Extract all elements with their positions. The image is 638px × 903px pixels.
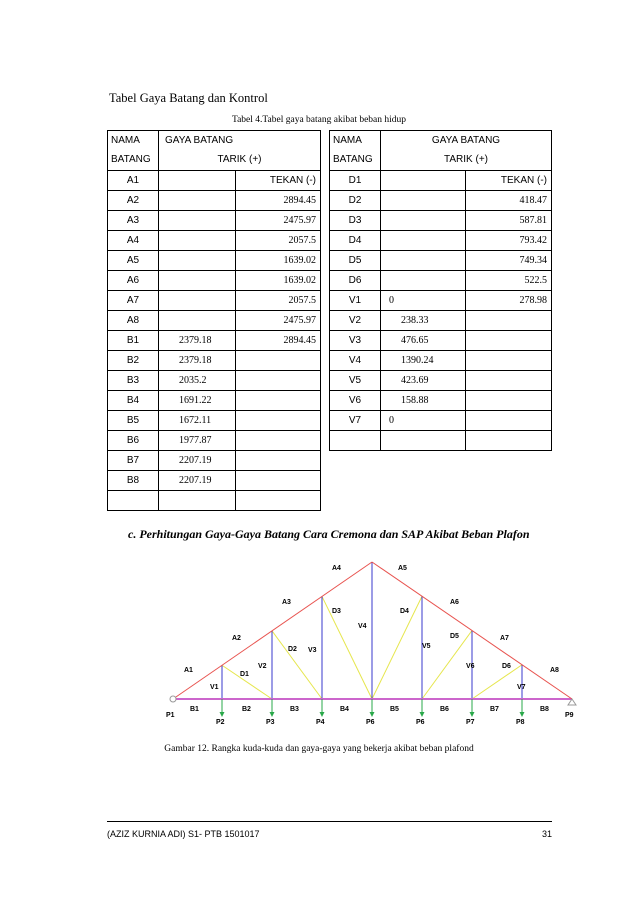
table-row (108, 251, 321, 271)
tarik-value-cell (159, 291, 236, 311)
table-row (330, 431, 552, 451)
tekan-value-cell: TEKAN (-) (236, 171, 321, 191)
member-name-cell: V5 (330, 371, 381, 391)
tekan-value-cell: 793.42 (466, 231, 552, 251)
table-row (108, 171, 321, 191)
tekan-value-cell (466, 311, 552, 331)
vertical-label: V3 (308, 647, 317, 654)
truss-members (170, 562, 576, 717)
header-gaya-cell (381, 131, 552, 171)
figure-caption: Gambar 12. Rangka kuda-kuda dan gaya-gaya yang bekerja akibat beban plafond (164, 744, 474, 754)
member-name-cell: A5 (108, 251, 159, 271)
page-number: 31 (541, 829, 552, 839)
diagonal-member (372, 596, 422, 699)
tarik-value-cell (381, 251, 466, 271)
member-name-cell: D2 (330, 191, 381, 211)
tekan-value-cell (466, 371, 552, 391)
sub-heading: c. Perhitungan Gaya-Gaya Batang Cara Cremona dan SAP Akibat Beban Plafon (128, 527, 530, 541)
vertical-label: V4 (358, 623, 367, 630)
footer-text: (AZIZ KURNIA ADI) S1- PTB 1501017 (107, 829, 260, 839)
tekan-value-cell: 587.81 (466, 211, 552, 231)
load-label: P6 (416, 719, 425, 726)
top-chord-label: A8 (550, 667, 559, 674)
top-chord-label: A3 (282, 599, 291, 606)
diagonal-member (272, 631, 322, 699)
tekan-value-cell: 2475.97 (236, 311, 321, 331)
tekan-value-cell (466, 411, 552, 431)
table-header-row (108, 131, 321, 171)
vertical-label: V2 (258, 663, 267, 670)
table-row (330, 211, 552, 231)
member-name-cell: B3 (108, 371, 159, 391)
tarik-value-cell: 1390.24 (381, 351, 466, 371)
tekan-value-cell: 749.34 (466, 251, 552, 271)
tekan-value-cell (236, 431, 321, 451)
tarik-value-cell (159, 211, 236, 231)
tekan-value-cell (236, 391, 321, 411)
footer-divider (107, 821, 552, 822)
load-label: P6 (366, 719, 375, 726)
member-name-cell: A2 (108, 191, 159, 211)
tarik-value-cell: 1672.11 (159, 411, 236, 431)
section-title: Tabel Gaya Batang dan Kontrol (109, 91, 268, 105)
diagonal-member (472, 665, 522, 699)
tekan-value-cell: 522.5 (466, 271, 552, 291)
header-nama-label: NAMA (111, 135, 140, 146)
tekan-value-cell (236, 351, 321, 371)
tarik-value-cell (381, 191, 466, 211)
member-name-cell: D6 (330, 271, 381, 291)
table-row (108, 331, 321, 351)
tarik-value-cell: 2379.18 (159, 331, 236, 351)
table-row (330, 371, 552, 391)
tekan-value-cell: 1639.02 (236, 251, 321, 271)
tekan-value-cell (236, 491, 321, 511)
table-row (330, 231, 552, 251)
diagonal-label: D2 (288, 646, 297, 653)
member-name-cell: A6 (108, 271, 159, 291)
diagonal-member (322, 596, 372, 699)
tekan-value-cell (236, 371, 321, 391)
table-row (108, 351, 321, 371)
member-name-cell: V1 (330, 291, 381, 311)
tarik-value-cell (159, 191, 236, 211)
load-arrow-head (320, 712, 325, 717)
tarik-value-cell: 2207.19 (159, 471, 236, 491)
header-nama-label: NAMA (333, 135, 362, 146)
table-row (330, 271, 552, 291)
member-name-cell: D5 (330, 251, 381, 271)
vertical-label: V5 (422, 643, 431, 650)
tarik-value-cell (381, 271, 466, 291)
table-row (108, 451, 321, 471)
member-name-cell: V6 (330, 391, 381, 411)
load-arrow-head (370, 712, 375, 717)
table-row (108, 471, 321, 491)
tarik-value-cell: 1977.87 (159, 431, 236, 451)
tarik-value-cell (159, 251, 236, 271)
tarik-value-cell (381, 211, 466, 231)
member-name-cell: B4 (108, 391, 159, 411)
tarik-value-cell: 238.33 (381, 311, 466, 331)
load-label: P7 (466, 719, 475, 726)
table-row (108, 311, 321, 331)
vertical-label: V6 (466, 663, 475, 670)
diagonal-label: D1 (240, 671, 249, 678)
bottom-chord-label: B5 (390, 706, 399, 713)
load-arrow-head (220, 712, 225, 717)
top-chord-label: A1 (184, 667, 193, 674)
tarik-value-cell: 476.65 (381, 331, 466, 351)
member-name-cell: D4 (330, 231, 381, 251)
header-nama-cell (108, 131, 159, 171)
member-name-cell: V7 (330, 411, 381, 431)
member-name-cell: V3 (330, 331, 381, 351)
top-chord-label: A7 (500, 635, 509, 642)
header-batang-label: BATANG (111, 154, 151, 165)
diagonal-label: D3 (332, 608, 341, 615)
bottom-chord-label: B4 (340, 706, 349, 713)
member-name-cell: D1 (330, 171, 381, 191)
header-tarik-label: TARIK (+) (217, 154, 262, 165)
member-name-cell (330, 431, 381, 451)
table-row (330, 291, 552, 311)
header-gaya-cell (159, 131, 321, 171)
tekan-value-cell: 418.47 (466, 191, 552, 211)
member-name-cell: B6 (108, 431, 159, 451)
tarik-value-cell (159, 271, 236, 291)
tarik-value-cell: 1691.22 (159, 391, 236, 411)
member-name-cell (108, 491, 159, 511)
diagonal-label: D6 (502, 663, 511, 670)
tarik-value-cell: 2207.19 (159, 451, 236, 471)
member-name-cell: B7 (108, 451, 159, 471)
tarik-value-cell (381, 231, 466, 251)
member-name-cell: A8 (108, 311, 159, 331)
pin-support (170, 696, 176, 702)
truss-figure (160, 556, 580, 726)
diagonal-member (422, 631, 472, 700)
load-arrow-head (270, 712, 275, 717)
tekan-value-cell (466, 351, 552, 371)
tarik-value-cell (159, 491, 236, 511)
member-name-cell: A7 (108, 291, 159, 311)
load-label: P2 (216, 719, 225, 726)
tekan-value-cell: 1639.02 (236, 271, 321, 291)
load-label: P8 (516, 719, 525, 726)
tarik-value-cell: 2035.2 (159, 371, 236, 391)
load-label: P1 (166, 712, 175, 719)
top-chord-label: A6 (450, 599, 459, 606)
table-row (330, 191, 552, 211)
member-name-cell: V4 (330, 351, 381, 371)
table-caption: Tabel 4.Tabel gaya batang akibat beban hidup (231, 115, 407, 125)
header-gaya-label: GAYA BATANG (165, 135, 234, 146)
load-label: P3 (266, 719, 275, 726)
vertical-label: V7 (517, 684, 526, 691)
table-row (330, 171, 552, 191)
member-name-cell: B2 (108, 351, 159, 371)
table-row (330, 331, 552, 351)
member-name-cell: A3 (108, 211, 159, 231)
vertical-label: V1 (210, 684, 219, 691)
right-table-body (330, 171, 552, 451)
table-row (330, 391, 552, 411)
header-tarik-label: TARIK (+) (444, 154, 488, 165)
header-gaya-label: GAYA BATANG (431, 135, 501, 146)
member-name-cell: V2 (330, 311, 381, 331)
member-name-cell: D3 (330, 211, 381, 231)
tekan-value-cell: 2894.45 (236, 331, 321, 351)
tarik-value-cell: 0 (381, 291, 466, 311)
table-row (108, 271, 321, 291)
bottom-chord-label: B3 (290, 706, 299, 713)
tekan-value-cell: 2894.45 (236, 191, 321, 211)
member-name-cell: B5 (108, 411, 159, 431)
table-row (108, 191, 321, 211)
table-row (108, 291, 321, 311)
left-table-body (108, 171, 321, 511)
table-row (108, 431, 321, 451)
tekan-value-cell (466, 431, 552, 451)
header-batang-label: BATANG (333, 154, 373, 165)
bottom-chord-label: B8 (540, 706, 549, 713)
bottom-chord-label: B6 (440, 706, 449, 713)
tarik-value-cell (159, 171, 236, 191)
load-arrow-head (420, 712, 425, 717)
tarik-value-cell (381, 171, 466, 191)
table-header-row (330, 131, 552, 171)
tekan-value-cell (236, 451, 321, 471)
bottom-chord-label: B1 (190, 706, 199, 713)
load-arrow-head (520, 712, 525, 717)
table-row (108, 211, 321, 231)
tekan-value-cell: TEKAN (-) (466, 171, 552, 191)
tarik-value-cell (159, 231, 236, 251)
table-row (108, 231, 321, 251)
left-force-table (107, 130, 321, 511)
tekan-value-cell: 2057.5 (236, 231, 321, 251)
tekan-value-cell (466, 331, 552, 351)
table-row (108, 391, 321, 411)
member-name-cell: A1 (108, 171, 159, 191)
table-row (330, 351, 552, 371)
tekan-value-cell (236, 471, 321, 491)
table-row (108, 491, 321, 511)
tarik-value-cell: 2379.18 (159, 351, 236, 371)
table-row (330, 411, 552, 431)
tekan-value-cell: 2057.5 (236, 291, 321, 311)
header-nama-cell (330, 131, 381, 171)
member-name-cell: B1 (108, 331, 159, 351)
table-row (330, 311, 552, 331)
table-row (330, 251, 552, 271)
tekan-value-cell (236, 411, 321, 431)
top-chord-label: A5 (398, 565, 407, 572)
diagonal-label: D5 (450, 633, 459, 640)
tekan-value-cell (466, 391, 552, 411)
load-label: P9 (565, 712, 574, 719)
member-name-cell: B8 (108, 471, 159, 491)
top-chord-label: A2 (232, 635, 241, 642)
right-force-table (329, 130, 552, 451)
tarik-value-cell (159, 311, 236, 331)
truss-labels (166, 565, 574, 726)
table-row (108, 371, 321, 391)
bottom-chord-label: B7 (490, 706, 499, 713)
tekan-value-cell: 278.98 (466, 291, 552, 311)
member-name-cell: A4 (108, 231, 159, 251)
tarik-value-cell: 0 (381, 411, 466, 431)
load-label: P4 (316, 719, 325, 726)
tarik-value-cell (381, 431, 466, 451)
tarik-value-cell: 423.69 (381, 371, 466, 391)
tarik-value-cell: 158.88 (381, 391, 466, 411)
top-chord-label: A4 (332, 565, 341, 572)
bottom-chord-label: B2 (242, 706, 251, 713)
load-arrow-head (470, 712, 475, 717)
table-row (108, 411, 321, 431)
diagonal-label: D4 (400, 608, 409, 615)
tekan-value-cell: 2475.97 (236, 211, 321, 231)
